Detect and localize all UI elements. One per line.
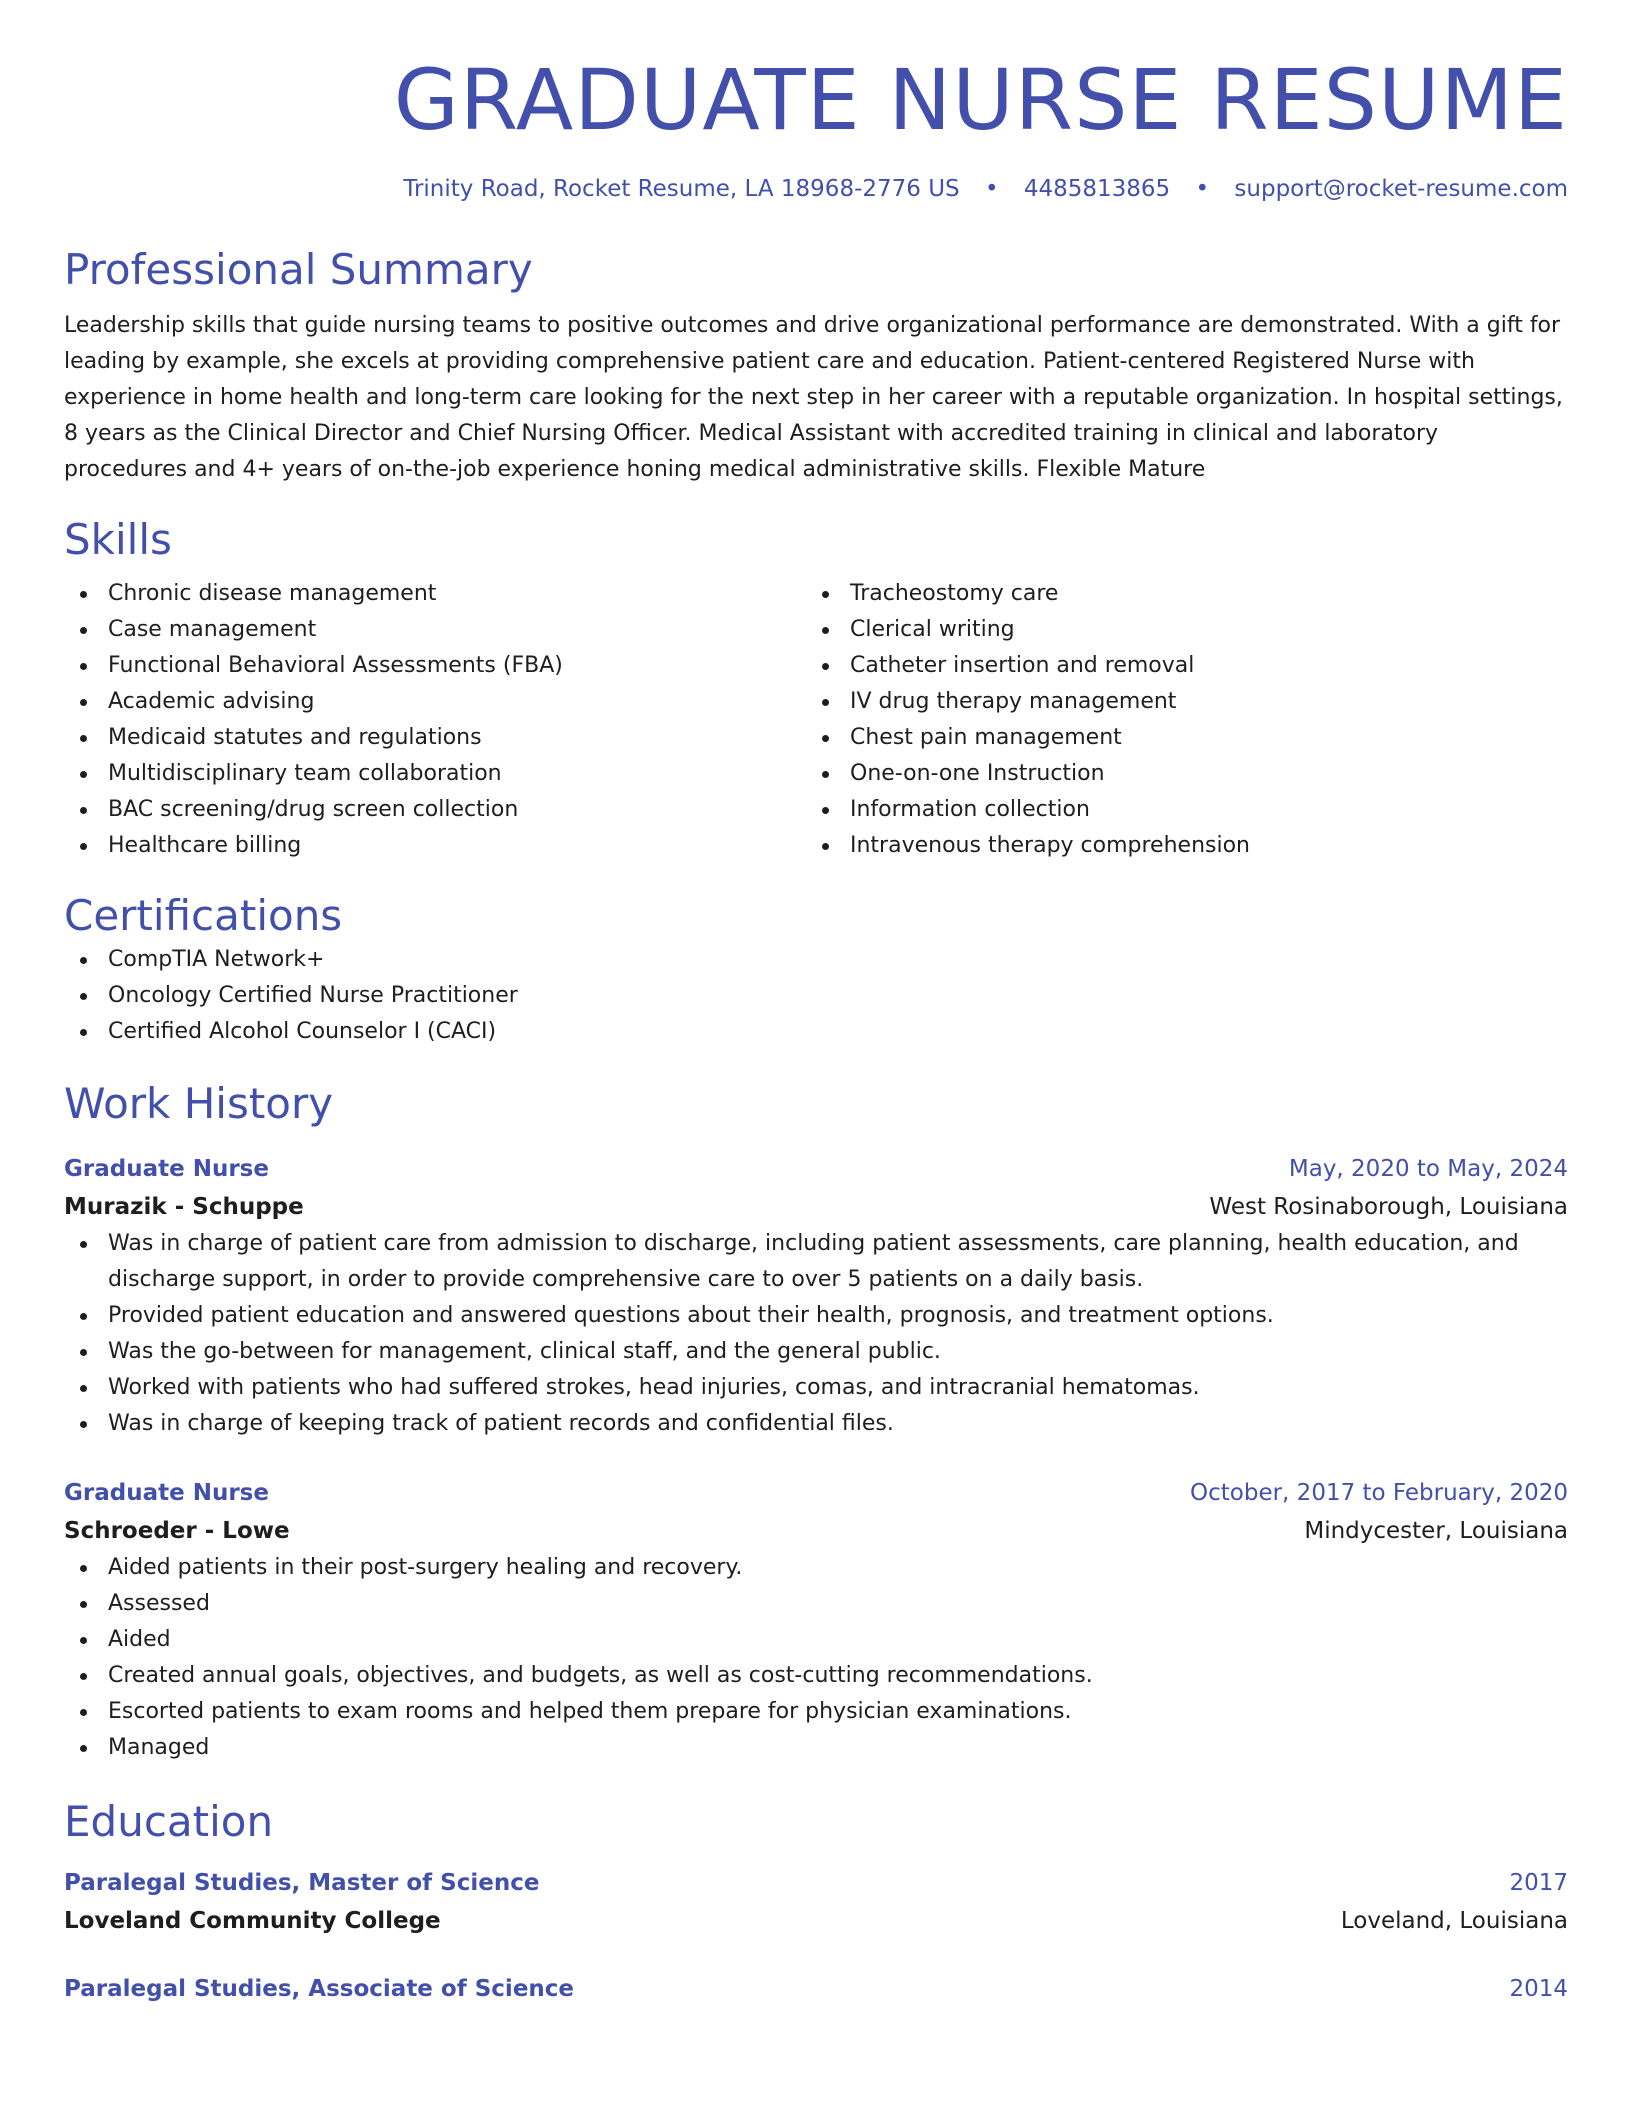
- skill-item: Medicaid statutes and regulations: [64, 720, 806, 756]
- job-duty: Assessed: [64, 1586, 1568, 1622]
- education-location: Loveland, Louisiana: [1340, 1908, 1568, 1934]
- skill-item: Information collection: [806, 792, 1548, 828]
- contact-separator: •: [1195, 176, 1210, 202]
- skills-column-right: [806, 576, 1548, 864]
- skill-item: BAC screening/drug screen collection: [64, 792, 806, 828]
- education-header-row: [64, 1970, 1568, 2008]
- education-degree: Paralegal Studies, Associate of Science: [64, 1976, 575, 2002]
- job-duty: Provided patient education and answered questions about their health, prognosis, and treatment options.: [64, 1298, 1568, 1334]
- contact-line: [64, 174, 1568, 204]
- education-header-row: [64, 1864, 1568, 1902]
- certifications-list: [64, 942, 1568, 1050]
- job-duty: Was in charge of keeping track of patient records and confidential files.: [64, 1406, 1568, 1442]
- skill-item: Multidisciplinary team collaboration: [64, 756, 806, 792]
- skills-column-left: [64, 576, 806, 864]
- education-entry: [64, 1864, 1568, 1940]
- education-degree: Paralegal Studies, Master of Science: [64, 1870, 540, 1896]
- summary-heading: Professional Summary: [64, 245, 533, 294]
- skill-item: Chronic disease management: [64, 576, 806, 612]
- skills-list-right: [806, 576, 1548, 864]
- job-entry: [64, 1474, 1568, 1766]
- job-duties-list: [64, 1226, 1568, 1442]
- certifications-heading: Certifications: [64, 891, 343, 940]
- job-duty: Managed: [64, 1730, 1568, 1766]
- education-year: 2017: [1509, 1870, 1568, 1896]
- job-company-row: [64, 1188, 1568, 1226]
- job-entry: [64, 1150, 1568, 1442]
- job-duty: Created annual goals, objectives, and budgets, as well as cost-cutting recommendations.: [64, 1658, 1568, 1694]
- certification-item: Oncology Certified Nurse Practitioner: [64, 978, 1568, 1014]
- contact-email[interactable]: support@rocket-resume.com: [1234, 176, 1568, 202]
- skill-item: Tracheostomy care: [806, 576, 1548, 612]
- skill-item: Academic advising: [64, 684, 806, 720]
- resume-title: GRADUATE NURSE RESUME: [393, 51, 1568, 149]
- job-dates: October, 2017 to February, 2020: [1190, 1480, 1568, 1506]
- contact-phone: 4485813865: [1023, 176, 1171, 202]
- skill-item: Intravenous therapy comprehension: [806, 828, 1548, 864]
- job-header-row: [64, 1150, 1568, 1188]
- skills-list-left: [64, 576, 806, 864]
- skill-item: Case management: [64, 612, 806, 648]
- summary-text: Leadership skills that guide nursing teams to positive outcomes and drive organizational performance are demonstrated. With a gift for leading by example, she excels at providing comprehensive patient care and education. Patient-centered Registered Nurse with experience in home health and long-term care looking for the next step in her career with a reputable organization. In hospital settings, 8 years as the Clinical Director and Chief Nursing Officer. Medical Assistant with accredited training in clinical and laboratory procedures and 4+ years of on-the-job experience honing medical administrative skills. Flexible Mature: [64, 313, 1563, 482]
- certification-item: Certified Alcohol Counselor I (CACI): [64, 1014, 1568, 1050]
- job-location: Mindycester, Louisiana: [1304, 1518, 1568, 1544]
- skills-grid: [64, 576, 1568, 864]
- education-heading: Education: [64, 1797, 274, 1846]
- job-title: Graduate Nurse: [64, 1156, 269, 1182]
- education-entry: [64, 1970, 1568, 2008]
- job-duty: Was the go-between for management, clinical staff, and the general public.: [64, 1334, 1568, 1370]
- job-location: West Rosinaborough, Louisiana: [1209, 1194, 1568, 1220]
- job-company-row: [64, 1512, 1568, 1550]
- resume-header: [64, 52, 1568, 204]
- skill-item: Clerical writing: [806, 612, 1548, 648]
- job-header-row: [64, 1474, 1568, 1512]
- skill-item: One-on-one Instruction: [806, 756, 1548, 792]
- job-duty: Escorted patients to exam rooms and helped them prepare for physician examinations.: [64, 1694, 1568, 1730]
- certification-item: CompTIA Network+: [64, 942, 1568, 978]
- education-school-row: [64, 1902, 1568, 1940]
- skill-item: Healthcare billing: [64, 828, 806, 864]
- education-year: 2014: [1509, 1976, 1568, 2002]
- skill-item: IV drug therapy management: [806, 684, 1548, 720]
- job-duty: Worked with patients who had suffered strokes, head injuries, comas, and intracranial hematomas.: [64, 1370, 1568, 1406]
- skill-item: Functional Behavioral Assessments (FBA): [64, 648, 806, 684]
- job-duty: Aided patients in their post-surgery healing and recovery.: [64, 1550, 1568, 1586]
- job-duty: Aided: [64, 1622, 1568, 1658]
- contact-address: Trinity Road, Rocket Resume, LA 18968-2776 US: [403, 176, 960, 202]
- job-company: Schroeder - Lowe: [64, 1518, 290, 1544]
- job-duty: Was in charge of patient care from admission to discharge, including patient assessments, care planning, health education, and discharge support, in order to provide comprehensive care to over 5 patients on a daily basis.: [64, 1226, 1568, 1298]
- skills-heading: Skills: [64, 515, 172, 564]
- education-school: Loveland Community College: [64, 1908, 441, 1934]
- job-title: Graduate Nurse: [64, 1480, 269, 1506]
- job-duties-list: [64, 1550, 1568, 1766]
- skill-item: Catheter insertion and removal: [806, 648, 1548, 684]
- job-dates: May, 2020 to May, 2024: [1288, 1156, 1568, 1182]
- contact-separator: •: [984, 176, 999, 202]
- skill-item: Chest pain management: [806, 720, 1548, 756]
- work-history-heading: Work History: [64, 1079, 334, 1128]
- job-company: Murazik - Schuppe: [64, 1194, 304, 1220]
